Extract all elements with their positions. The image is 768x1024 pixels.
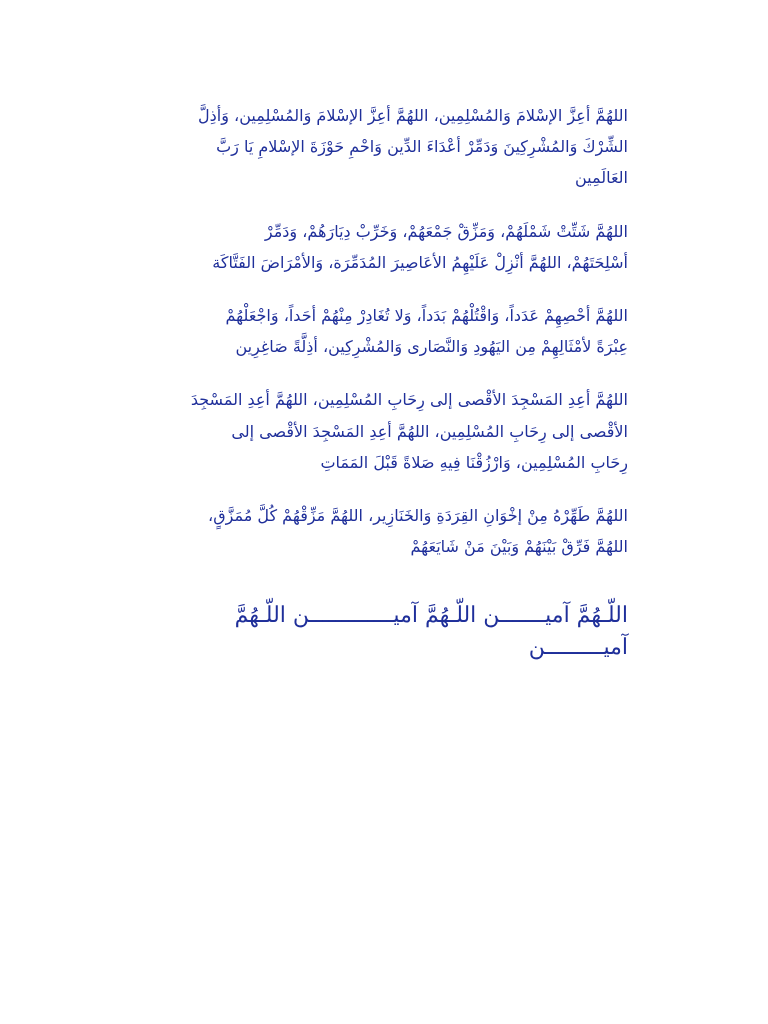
paragraph-line: اللهُمَّ فَرِّقْ بَيْنَهُمْ وَبَيْنَ مَنْ شَايَعَهُمْ	[410, 537, 628, 557]
closing-amen	[150, 600, 628, 664]
paragraph-line: اللهُمَّ طَهِّرْهُ مِنْ إخْوَانِ القِرَدَةِ وَالخَنَازِير، اللهُمَّ مَزِّقْهُمْ كُلَّ مُمَزَّقٍ،	[208, 505, 628, 525]
dua-paragraph-5	[150, 500, 628, 562]
paragraph-line: اللهُمَّ أعِزَّ الإسْلامَ وَالمُسْلِمِين، اللهُمَّ أعِزَّ الإسْلامَ وَالمُسْلِمِين، وَأذِلَّ	[198, 106, 628, 125]
dua-paragraph-3	[150, 300, 628, 362]
document-page	[150, 100, 628, 664]
dua-paragraph-2	[150, 216, 628, 278]
paragraph-line: عِبْرَةً لأمْثَالِهِمْ مِن اليَهُودِ وَالنَّصَارى وَالمُشْرِكِين، أذِلَّةً صَاغِرِين	[235, 337, 628, 357]
paragraph-line: اللهُمَّ شَتِّتْ شَمْلَهُمْ، وَمَزِّقْ جَمْعَهُمْ، وَخَرِّبْ دِيَارَهُمْ، وَدَمِّرْ	[264, 221, 628, 241]
dua-paragraph-1	[150, 100, 628, 194]
paragraph-line: الأقْصى إلى رِحَابِ المُسْلِمِين، اللهُمَّ أعِدِ المَسْجِدَ الأقْصى إلى	[231, 421, 628, 441]
paragraph-line: رِحَابِ المُسْلِمِين، وَارْزُقْنَا فِيهِ صَلاةً قَبْلَ المَمَاتِ	[320, 452, 628, 472]
paragraph-line: اللهُمَّ أحْصِهِمْ عَدَداً، وَاقْتُلْهُمْ بَدَداً، وَلا تُغَادِرْ مِنْهُمْ أحَداً، وَاجْعَلْهُمْ	[225, 305, 628, 325]
dua-paragraph-4	[150, 384, 628, 478]
paragraph-line: العَالَمِين	[574, 168, 628, 188]
paragraph-line: أسْلِحَتَهُمْ، اللهُمَّ أنْزِلْ عَلَيْهِمُ الأعَاصِيرَ المُدَمِّرَة، وَالأمْرَاضَ الفَتَّاكَة	[212, 252, 628, 272]
paragraph-line: الشِّرْكَ وَالمُشْرِكِينَ وَدَمِّرْ أعْدَاءَ الدِّين وَاحْمِ حَوْزَةَ الإسْلامِ يَا رَبَّ	[216, 137, 628, 157]
paragraph-line: اللهُمَّ أعِدِ المَسْجِدَ الأقْصى إلى رِحَابِ المُسْلِمِين، اللهُمَّ أعِدِ المَسْجِدَ	[190, 390, 628, 410]
closing-line: آميـــــــــن	[528, 635, 628, 661]
closing-line: اللّـهُمَّ آميـــــــن اللّـهُمَّ آميـــــــــــــن اللّـهُمَّ	[234, 603, 628, 629]
